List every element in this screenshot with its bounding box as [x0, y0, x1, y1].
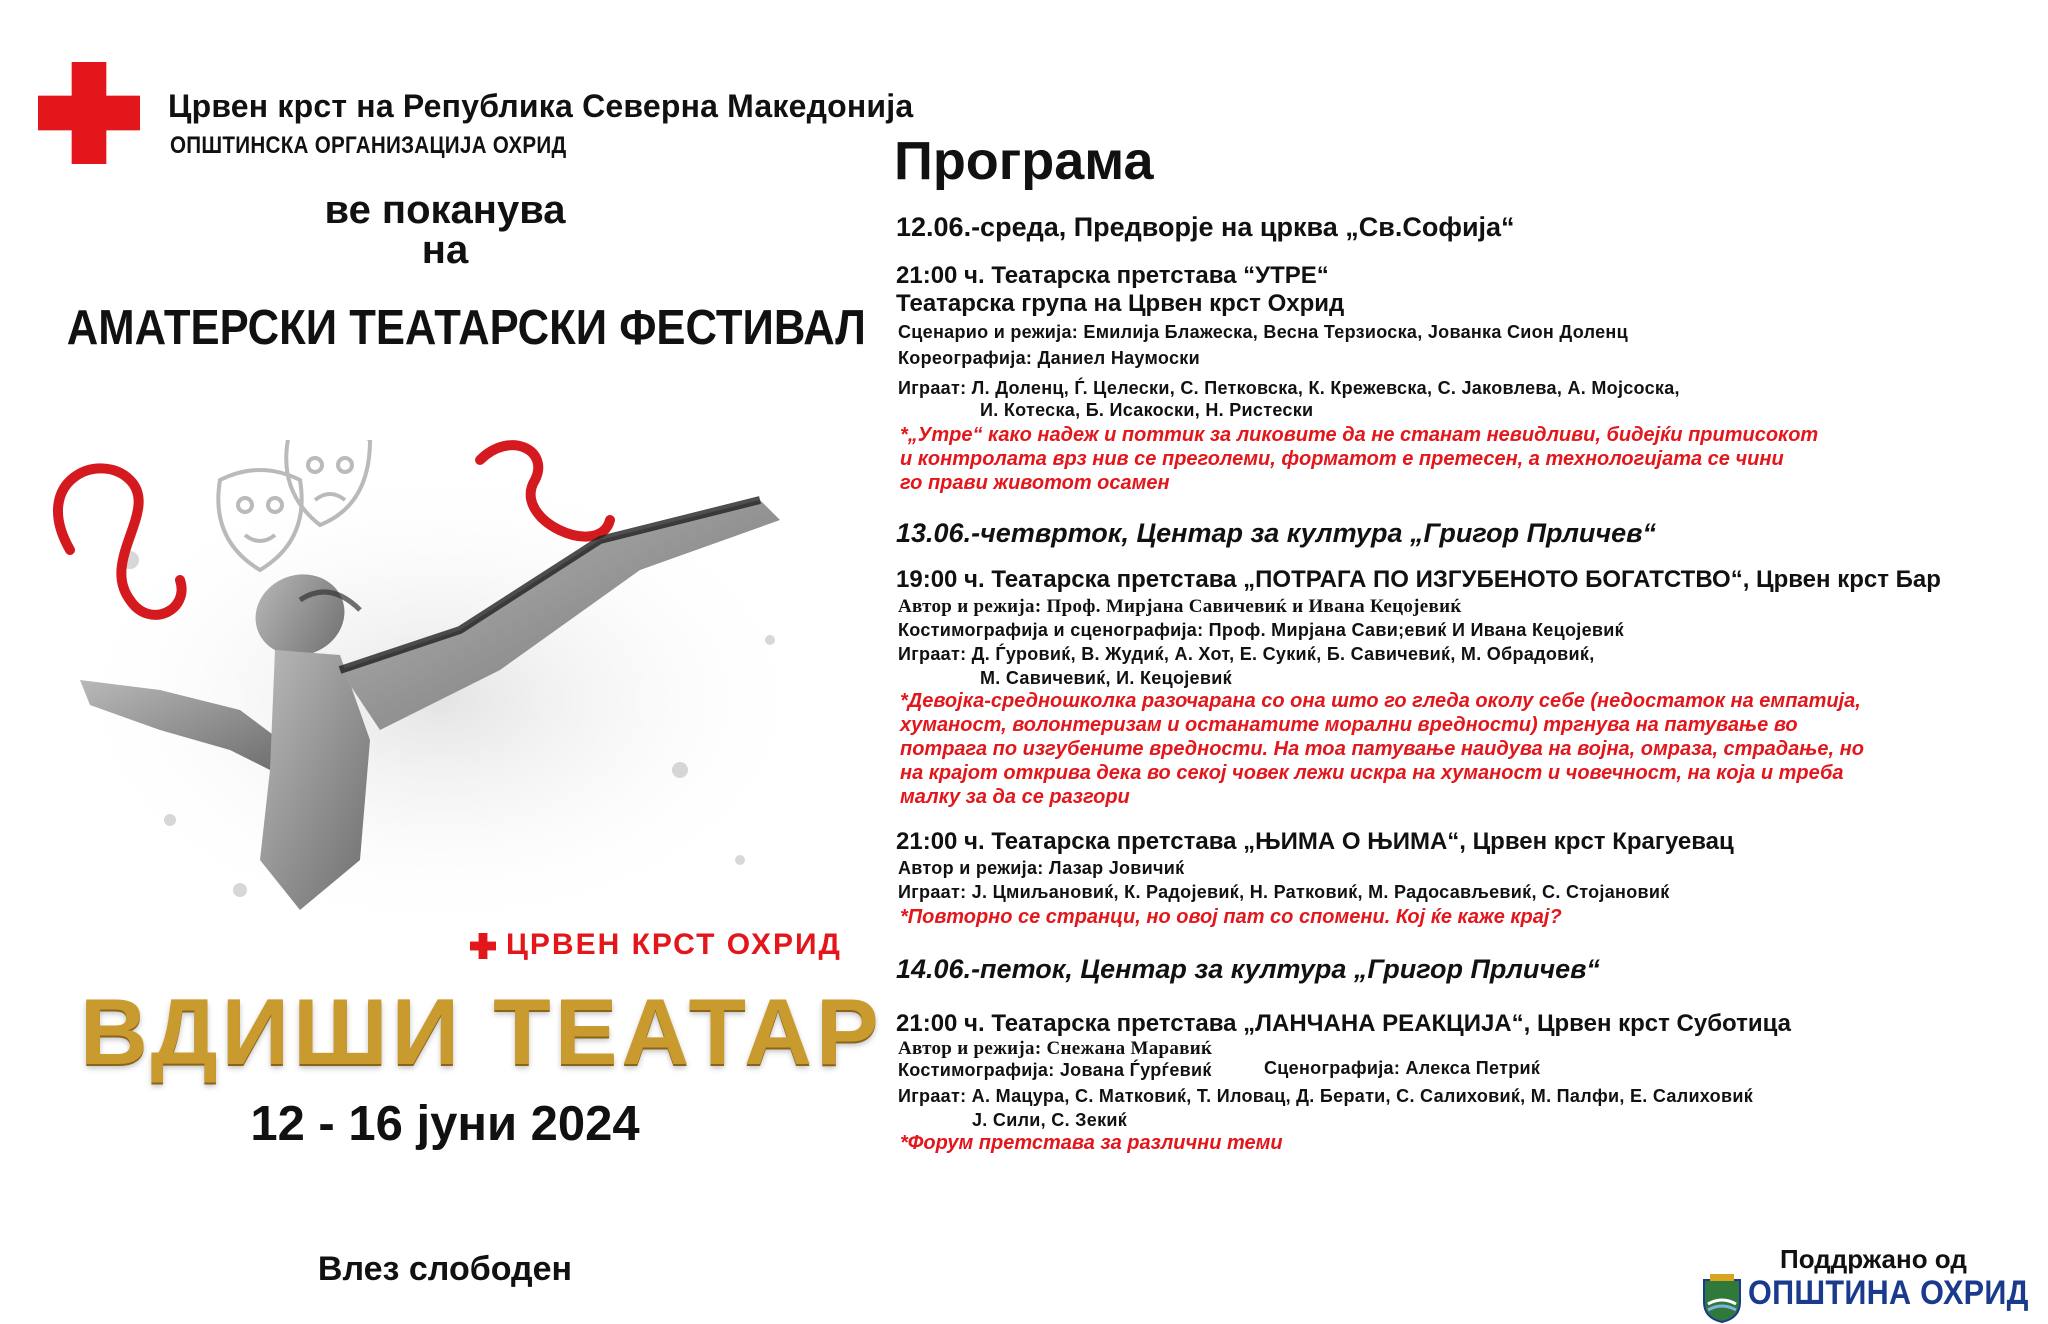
red-cross-ohrid-text: ЦРВЕН КРСТ ОХРИД: [506, 928, 842, 961]
day2-show2-title: 21:00 ч. Театарска претстава „ЊИМА О ЊИМА“, Црвен крст Крагуевац: [896, 828, 1734, 855]
day3-show1-cast1: Играат: А. Мацура, С. Матковиќ, Т. Иловац, Д. Берати, С. Салиховиќ, М. Палфи, Е. Салиховиќ: [898, 1086, 1754, 1106]
day2-show1-desc4: на крајот открива дека во секој човек лежи искра на хуманост и човечност, на која и треба: [900, 762, 1844, 784]
day1-show1-script: Сценарио и режија: Емилија Блажеска, Весна Терзиоска, Јованка Сион Доленц: [898, 322, 1628, 342]
day2-header: 13.06.-четврток, Центар за култура „Григор Прличев“: [896, 518, 1656, 548]
day2-show1-desc2: хуманост, волонтеризам и останатите морални вредности) тргнува на патување во: [900, 714, 1798, 736]
municipality-coat-of-arms-icon: [1700, 1272, 1744, 1324]
festival-dates: 12 - 16 јуни 2024: [250, 1097, 640, 1151]
day1-show1-choreo: Кореографија: Даниел Наумоски: [898, 348, 1200, 368]
red-cross-icon: [38, 62, 140, 164]
day2-show2-cast: Играат: Ј. Цмиљановиќ, К. Радојевиќ, Н. Ратковиќ, М. Радосављевиќ, С. Стојановиќ: [898, 882, 1670, 902]
organization-name: Црвен крст на Република Северна Македонија: [168, 88, 914, 124]
day3-show1-scenography: Сценографија: Алекса Петриќ: [1264, 1058, 1541, 1078]
day2-show2-desc: *Повторно се странци, но овој пат со спомени. Кој ќе каже крај?: [900, 906, 1562, 928]
day2-show1-costume: Костимографија и сценографија: Проф. Мирјана Сави;евиќ И Ивана Кецојевиќ: [898, 620, 1624, 640]
day2-show1-author: Автор и режија: Проф. Мирјана Савичевиќ и Ивана Кецојевиќ: [898, 596, 1462, 617]
day2-show1-desc1: *Девојка-средношколка разочарана со она што го гледа околу себе (недостаток на емпатија,: [900, 690, 1861, 712]
day1-show1-desc3: го прави животот осамен: [900, 472, 1170, 494]
invite-line-2: на: [421, 228, 469, 272]
municipality-name: ОПШТИНА ОХРИД: [1748, 1274, 2029, 1312]
day1-show1-desc2: и контролата врз нив се преголеми, форматот е претесен, а технологијата се чини: [900, 448, 1784, 470]
red-cross-ohrid-label: [470, 928, 842, 962]
day3-show1-author: Автор и режија: Снежана Маравиќ: [898, 1038, 1213, 1059]
day1-show1-title: 21:00 ч. Театарска претстава “УТРЕ“: [896, 262, 1329, 289]
invite-line-1: ве поканува: [324, 188, 566, 232]
day3-show1-costume: Костимографија: Јована Ѓурѓевиќ: [898, 1060, 1212, 1080]
day1-show1-cast2: И. Котеска, Б. Исакоски, Н. Ристески: [980, 400, 1314, 420]
program-title: Програма: [894, 131, 1154, 191]
day2-show1-title: 19:00 ч. Театарска претстава „ПОТРАГА ПО ИЗГУБЕНОТО БОГАТСТВО“, Црвен крст Бар: [896, 566, 1941, 593]
day1-show1-group: Театарска група на Црвен крст Охрид: [896, 290, 1345, 317]
day1-show1-desc1: *„Утре“ како надеж и поттик за ликовите да не станат невидливи, бидејќи притисокот: [900, 424, 1819, 446]
day3-show1-cast2: Ј. Сили, С. Зекиќ: [972, 1110, 1128, 1130]
free-entry: Влез слободен: [317, 1250, 573, 1288]
day3-show1-desc: *Форум претстава за различни теми: [900, 1132, 1283, 1154]
day3-header: 14.06.-петок, Центар за култура „Григор Прличев“: [896, 954, 1600, 984]
day2-show2-author: Автор и режија: Лазар Јовичиќ: [898, 858, 1185, 878]
poster-title: ВДИШИ ТЕАТАР: [80, 979, 883, 1084]
supported-by-label: Поддржано од: [1780, 1244, 1967, 1274]
festival-title: АМАТЕРСКИ ТЕАТАРСКИ ФЕСТИВАЛ: [66, 301, 866, 355]
day3-show1-title: 21:00 ч. Театарска претстава „ЛАНЧАНА РЕАКЦИЈА“, Црвен крст Суботица: [896, 1010, 1792, 1037]
day2-show1-cast2: М. Савичевиќ, И. Кецојевиќ: [980, 668, 1232, 688]
day2-show1-desc5: малку за да се разгори: [900, 786, 1130, 808]
poster-illustration: [40, 440, 840, 940]
day1-show1-cast1: Играат: Л. Доленц, Ѓ. Целески, С. Петковска, К. Крежевска, С. Јаковлева, А. Мојсоска,: [898, 378, 1680, 398]
day2-show1-cast1: Играат: Д. Ѓуровиќ, В. Жудиќ, А. Хот, Е. Сукиќ, Б. Савичевиќ, М. Обрадовиќ,: [898, 644, 1595, 664]
red-cross-small-icon: [470, 933, 496, 959]
day2-show1-desc3: потрага по изгубените вредности. На тоа патување наидува на војна, омраза, страдање, но: [900, 738, 1864, 760]
day1-header: 12.06.-среда, Предворје на црква „Св.Софија“: [896, 212, 1515, 242]
organization-unit: ОПШТИНСКА ОРГАНИЗАЦИЈА ОХРИД: [170, 132, 567, 159]
